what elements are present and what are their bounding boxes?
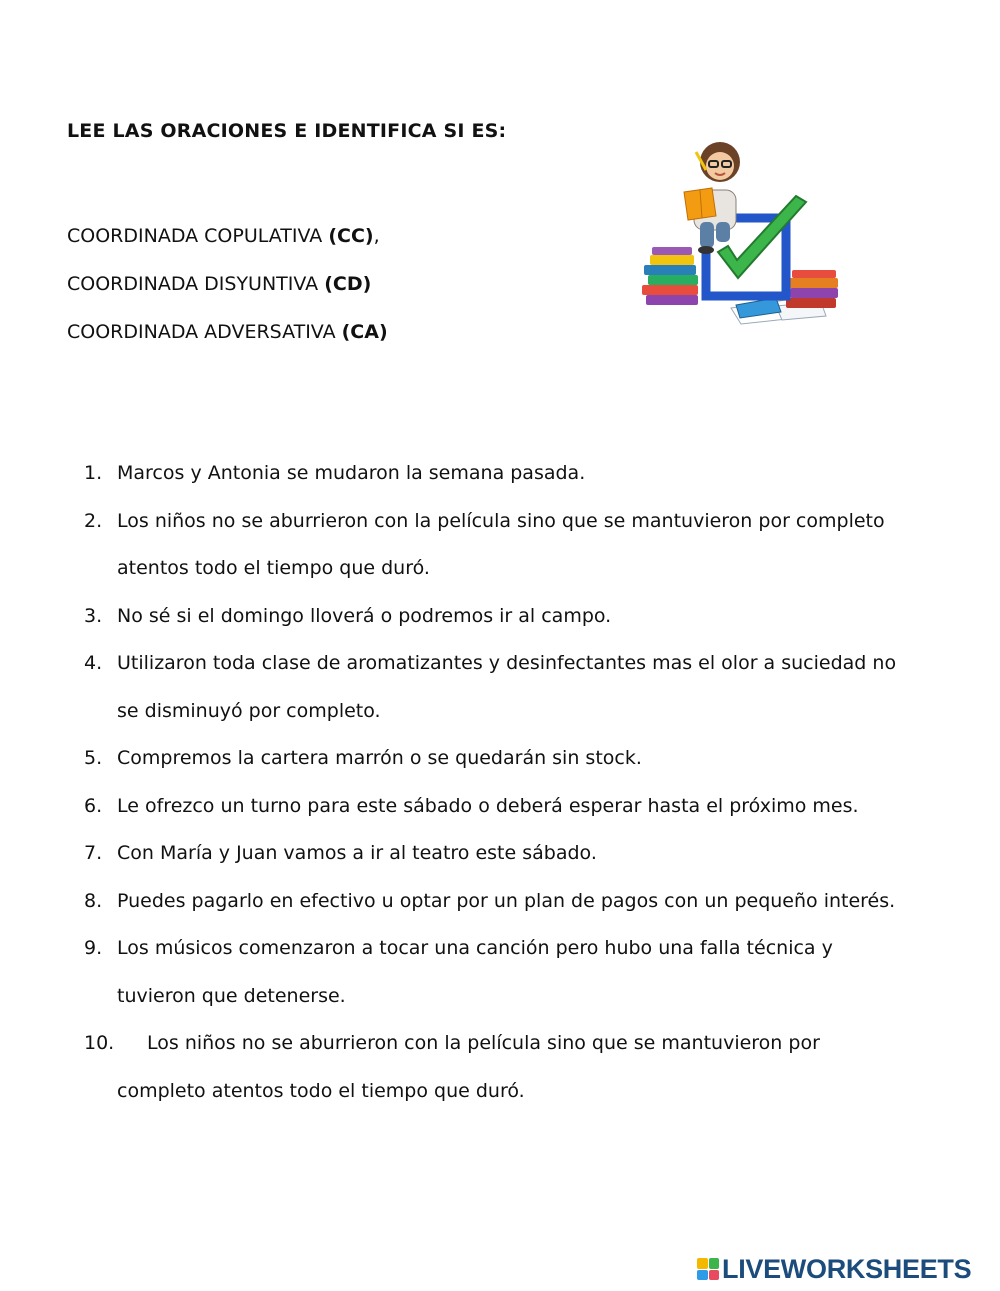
list-item	[84, 878, 914, 926]
type-abbr: (CD)	[324, 273, 372, 295]
item-text: Los niños no se aburrieron con la película sino que se mantuvieron por completo atentos todo el tiempo que duró.	[117, 509, 885, 579]
item-number: 4.	[84, 652, 103, 674]
list-item	[84, 1020, 914, 1115]
list-item	[84, 735, 914, 783]
book-stack-right-icon	[786, 270, 838, 308]
item-text: Le ofrezco un turno para este sábado o deberá esperar hasta el próximo mes.	[117, 794, 859, 817]
type-label: COORDINADA DISYUNTIVA	[67, 273, 325, 295]
type-suffix: ,	[373, 225, 380, 247]
item-number: 7.	[84, 842, 103, 864]
item-number: 6.	[84, 794, 103, 817]
item-text: No sé si el domingo lloverá o podremos ir al campo.	[117, 604, 612, 627]
type-label: COORDINADA COPULATIVA	[67, 225, 329, 247]
item-number: 10.	[84, 1032, 115, 1054]
book-stack-left-icon	[642, 247, 698, 305]
item-number: 5.	[84, 747, 103, 769]
list-item	[84, 640, 914, 735]
liveworksheets-logo	[697, 1254, 971, 1284]
list-item	[84, 925, 914, 1020]
type-abbr: (CC)	[328, 225, 374, 247]
item-number: 8.	[84, 889, 103, 912]
list-item	[84, 450, 914, 498]
type-disyuntiva	[67, 260, 388, 308]
list-item	[84, 783, 914, 831]
item-text: Utilizaron toda clase de aromatizantes y desinfectantes mas el olor a suciedad no se disminuyó por completo.	[117, 652, 897, 722]
item-text: Marcos y Antonia se mudaron la semana pasada.	[117, 462, 586, 484]
teacher-checkmark-illustration	[636, 130, 846, 325]
list-item	[84, 498, 914, 593]
brand-name: LIVEWORKSHEETS	[722, 1253, 972, 1284]
item-text: Puedes pagarlo en efectivo u optar por un plan de pagos con un pequeño interés.	[117, 889, 896, 912]
type-adversativa	[67, 308, 388, 356]
type-label: COORDINADA ADVERSATIVA	[67, 321, 342, 343]
liveworksheets-logo-icon	[697, 1258, 719, 1280]
sentences-list	[84, 450, 914, 1115]
list-item	[84, 593, 914, 641]
type-abbr: (CA)	[341, 321, 388, 343]
item-text-rest: completo atentos todo el tiempo que duró.	[117, 1079, 525, 1102]
item-text: Compremos la cartera marrón o se quedarán sin stock.	[117, 747, 642, 769]
sentence-types-list	[67, 212, 388, 356]
item-number: 3.	[84, 604, 103, 627]
list-item	[84, 830, 914, 878]
type-copulativa	[67, 212, 388, 260]
item-text: Los músicos comenzaron a tocar una canción pero hubo una falla técnica y tuvieron que detenerse.	[117, 937, 833, 1007]
item-number: 2.	[84, 509, 103, 532]
item-text-first-line: Los niños no se aburrieron con la película sino que se mantuvieron por	[147, 1032, 820, 1054]
item-text: Con María y Juan vamos a ir al teatro este sábado.	[117, 842, 597, 864]
item-number: 1.	[84, 462, 103, 484]
item-number: 9.	[84, 937, 103, 959]
page-title: LEE LAS ORACIONES E IDENTIFICA SI ES:	[67, 120, 507, 142]
